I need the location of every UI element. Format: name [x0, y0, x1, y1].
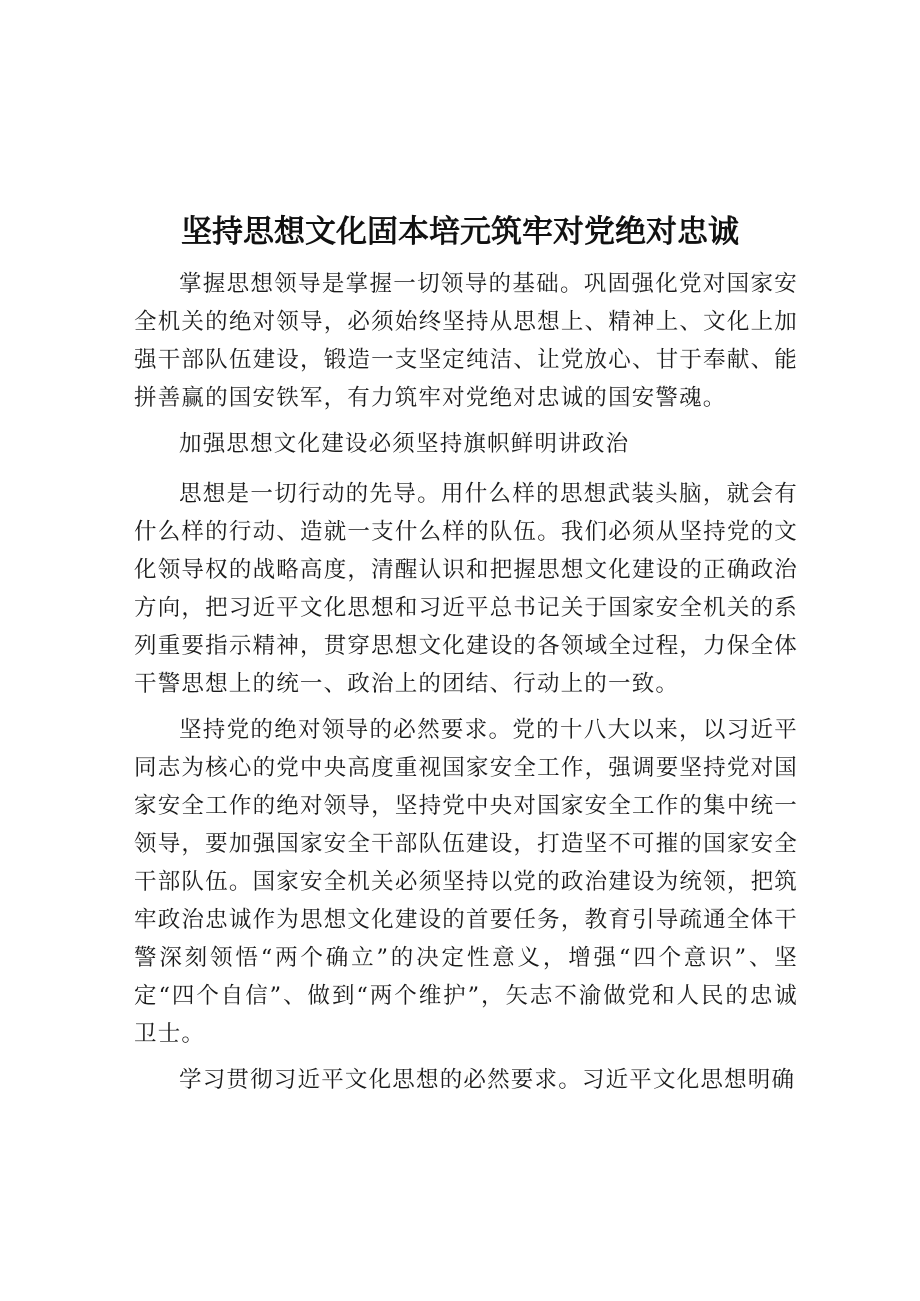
paragraph-intro: 掌握思想领导是掌握一切领导的基础。巩固强化党对国家安全机关的绝对领导，必须始终坚持从思想上、精神上、文化上加强干部队伍建设，锻造一支坚定纯洁、让党放心、甘于奉献、能拼善赢的国安铁军，有力筑牢对党绝对忠诚的国安警魂。: [134, 271, 798, 411]
paragraph-party-leadership: 坚持党的绝对领导的必然要求。党的十八大以来，以习近平同志为核心的党中央高度重视国家安全工作，强调要坚持党对国家安全工作的绝对领导，坚持党中央对国家安全工作的集中统一领导，要加强国家安全干部队伍建设，打造坚不可摧的国家安全干部队伍。国家安全机关必须坚持以党的政治建设为统领，把筑牢政治忠诚作为思想文化建设的首要任务，教育引导疏通全体干警深刻领悟“两个确立”的决定性意义，增强“四个意识”、坚定“四个自信”、做到“两个维护”，矢志不渝做党和人民的忠诚卫士。: [134, 717, 798, 1047]
paragraph-thought-guide: 思想是一切行动的先导。用什么样的思想武装头脑，就会有什么样的行动、造就一支什么样的队伍。我们必须从坚持党的文化领导权的战略高度，清醒认识和把握思想文化建设的正确政治方向，把习近平文化思想和习近平总书记关于国家安全机关的系列重要指示精神，贯穿思想文化建设的各领域全过程，力保全体干警思想上的统一、政治上的团结、行动上的一致。: [134, 481, 798, 697]
document-title: 坚持思想文化固本培元筑牢对党绝对忠诚: [181, 214, 739, 250]
section-heading: 加强思想文化建设必须坚持旗帜鲜明讲政治: [179, 431, 630, 457]
paragraph-culture-thought: 学习贯彻习近平文化思想的必然要求。习近平文化思想明确: [179, 1067, 796, 1093]
document-body: [134, 265, 798, 1107]
